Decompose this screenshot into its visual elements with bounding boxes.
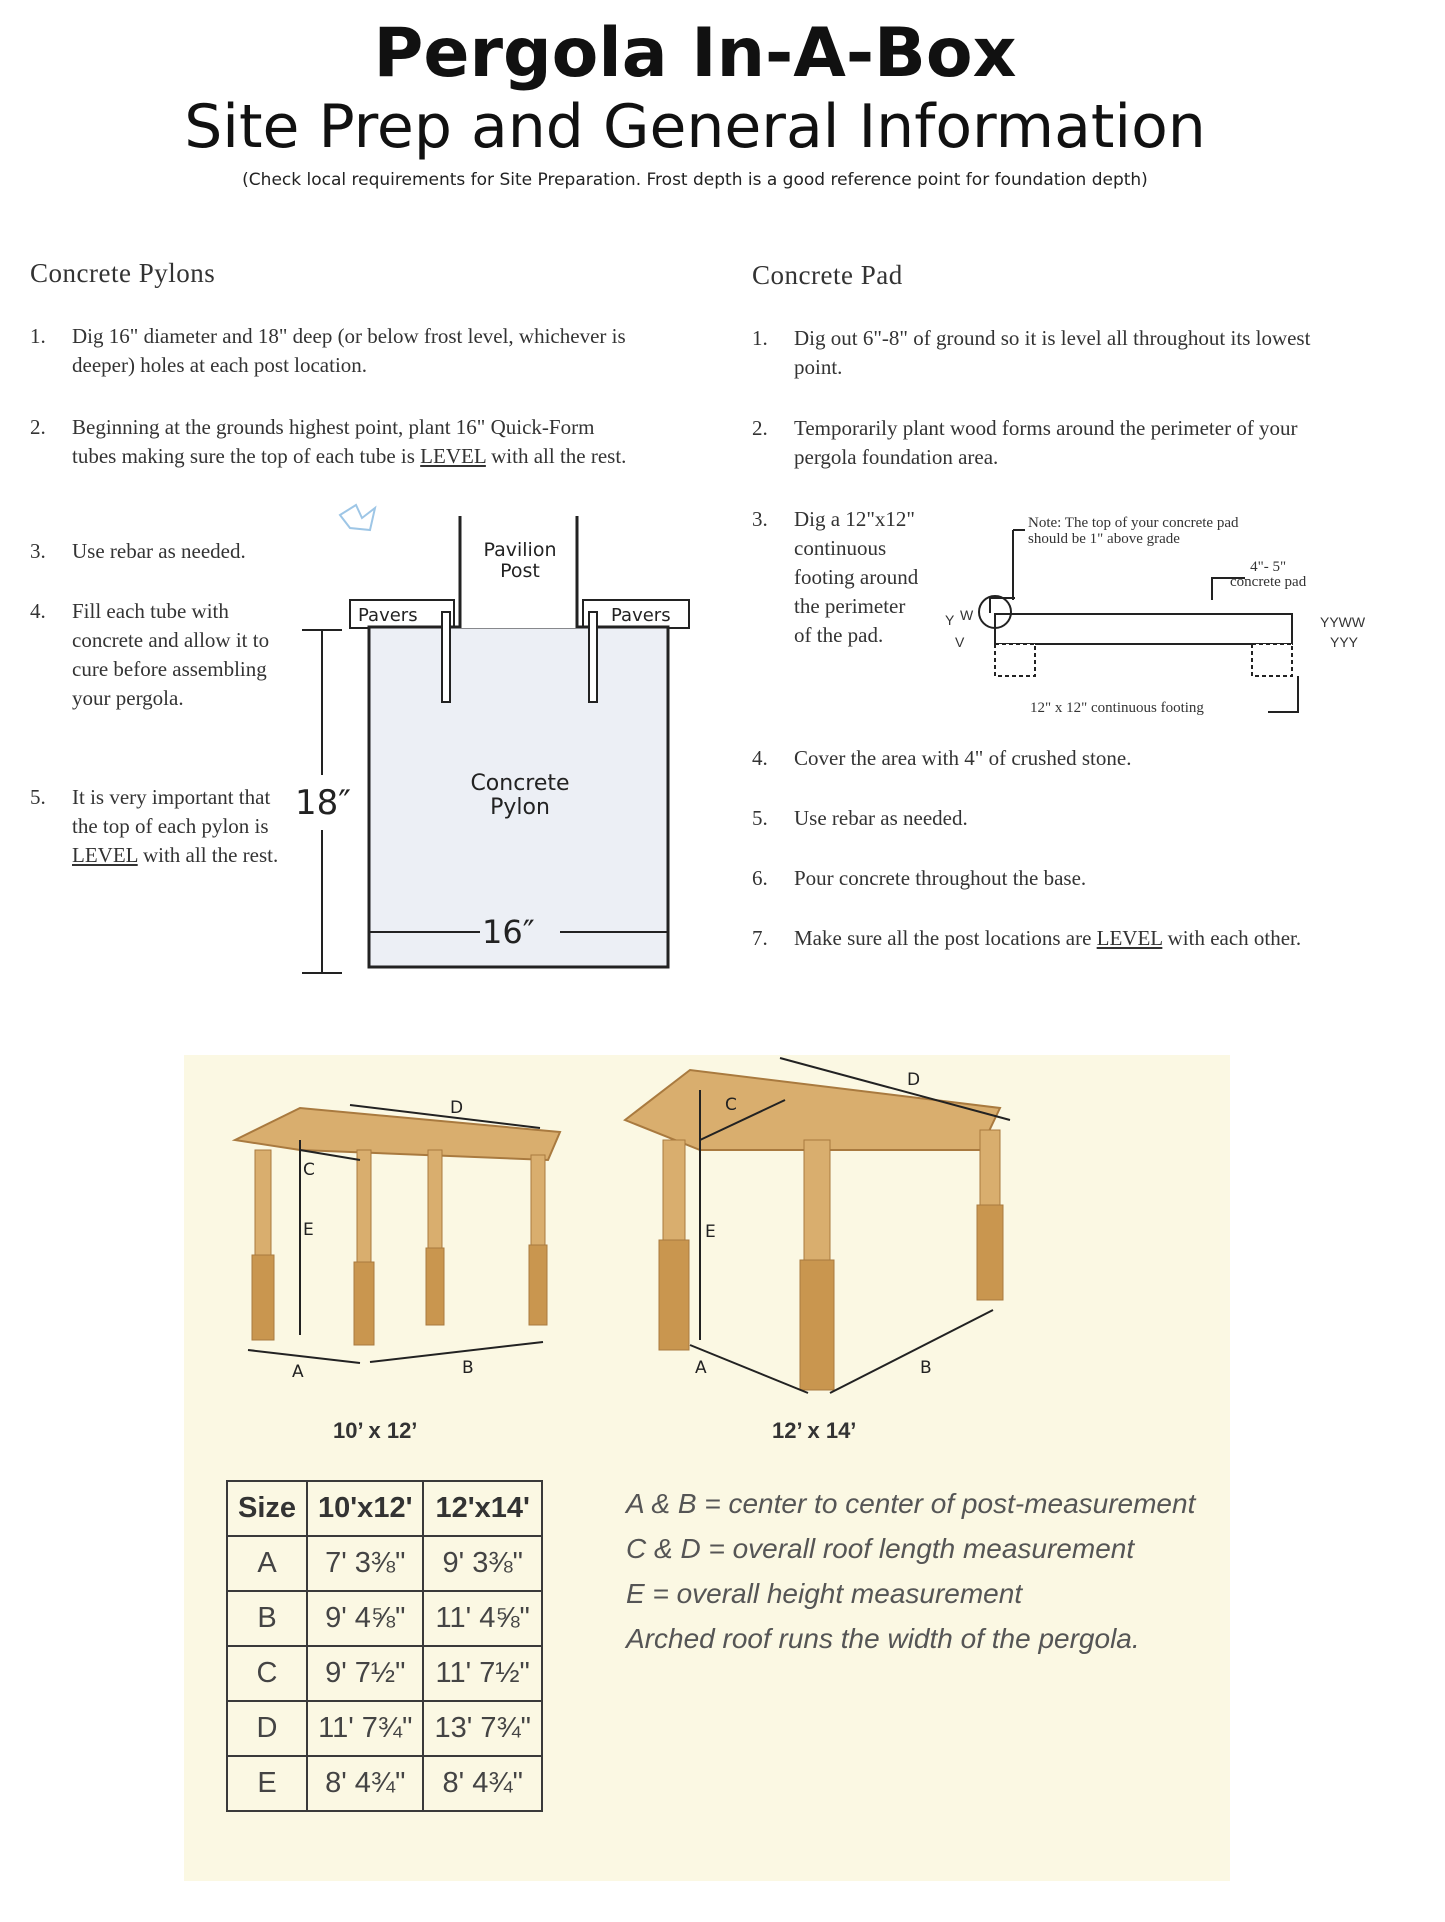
step-text: Dig out 6"-8" of ground so it is level all throughout its lowest point. [794, 326, 1311, 379]
label-a-left: A [292, 1362, 304, 1382]
svg-text:YYWW: YYWW [1320, 614, 1366, 630]
caption-10x12: 10’ x 12’ [333, 1418, 418, 1443]
step-number: 3. [752, 507, 768, 531]
table-row [227, 1591, 542, 1646]
cell-12x14: 11' 7½" [423, 1646, 541, 1701]
step-number: 3. [30, 539, 46, 563]
table-row [227, 1646, 542, 1701]
legend-e: E = overall height measurement [626, 1578, 1023, 1609]
width-dimension: 16″ [482, 913, 535, 951]
level-emphasis: LEVEL [420, 444, 486, 468]
legend-arched-roof: Arched roof runs the width of the pergola. [626, 1623, 1140, 1654]
page-title: Pergola In-A-Box [373, 14, 1017, 93]
step-text: Fill each tube with concrete and allow it to cure before assembling your pergola. [72, 599, 270, 710]
step-number: 2. [30, 415, 46, 439]
pylons-heading: Concrete Pylons [30, 258, 216, 288]
post-sleeve [800, 1260, 834, 1390]
post-sleeve [426, 1248, 444, 1325]
svg-text:Y: Y [945, 612, 955, 628]
cell-10x12: 11' 7¾" [307, 1701, 423, 1756]
svg-text:V: V [955, 634, 965, 650]
step-text: Pour concrete throughout the base. [794, 866, 1087, 890]
step-text: Cover the area with 4" of crushed stone. [794, 746, 1132, 770]
step-text-end: with all the rest. [137, 843, 279, 867]
pad-thickness-line1: 4"- 5" [1250, 559, 1287, 575]
table-row [227, 1756, 542, 1811]
pavers-right-label: Pavers [611, 605, 671, 626]
table-header-row [227, 1481, 542, 1536]
pad-thickness-line2: concrete pad [1230, 574, 1307, 590]
step-number: 6. [752, 866, 768, 890]
step-number: 4. [30, 599, 46, 623]
step-text: Dig 16" diameter and 18" deep (or below frost level, whichever is deeper) holes at each post location. [72, 324, 626, 377]
step-number: 5. [752, 806, 768, 830]
cell-12x14: 9' 3⅜" [423, 1536, 541, 1591]
step-text-end: with all the rest. [485, 444, 627, 468]
legend-ab: A & B = center to center of post-measurement [626, 1488, 1196, 1519]
pergola-12x14 [625, 1058, 1010, 1393]
row-key: C [227, 1646, 307, 1701]
step-text: Temporarily plant wood forms around the perimeter of your pergola foundation area. [794, 416, 1298, 469]
table-row [227, 1701, 542, 1756]
post-sleeve [354, 1262, 374, 1345]
pylon-label-line1: Concrete [470, 771, 570, 796]
cell-12x14: 11' 4⅝" [423, 1591, 541, 1646]
label-a-right: A [695, 1358, 707, 1378]
step-number: 1. [30, 324, 46, 348]
step-text: Make sure all the post locations are [794, 926, 1097, 950]
level-emphasis: LEVEL [1096, 926, 1163, 950]
header-12x14: 12'x14' [423, 1481, 541, 1536]
footing-label: 12" x 12" continuous footing [1030, 700, 1204, 716]
label-c-left: C [303, 1160, 315, 1180]
step-number: 1. [752, 326, 768, 350]
pavilion-post-line2: Post [500, 560, 540, 582]
pad-heading: Concrete Pad [752, 260, 903, 290]
label-b-right: B [920, 1358, 932, 1378]
legend-cd: C & D = overall roof length measurement [626, 1533, 1135, 1564]
caption-12x14: 12’ x 14’ [772, 1418, 857, 1443]
label-d-right: D [907, 1070, 921, 1090]
row-key: D [227, 1701, 307, 1756]
dimensions-table [226, 1480, 543, 1812]
post-sleeve [252, 1255, 274, 1340]
cell-10x12: 7' 3⅜" [307, 1536, 423, 1591]
row-key: B [227, 1591, 307, 1646]
cell-10x12: 9' 7½" [307, 1646, 423, 1701]
page-subtitle: Site Prep and General Information [184, 92, 1206, 162]
label-e-left: E [303, 1220, 314, 1240]
post-sleeve [977, 1205, 1003, 1300]
label-b-left: B [462, 1358, 474, 1378]
step-number: 5. [30, 785, 46, 809]
cell-12x14: 13' 7¾" [423, 1701, 541, 1756]
cell-10x12: 8' 4¾" [307, 1756, 423, 1811]
roof-left [235, 1108, 560, 1160]
step-number: 7. [752, 926, 768, 950]
step-text: Use rebar as needed. [72, 539, 246, 563]
pavilion-post-line1: Pavilion [483, 539, 557, 561]
step-text: Dig a 12"x12" continuous footing around the perimeter of the pad. [794, 507, 919, 647]
post-sleeve [529, 1245, 547, 1325]
pylon-label-line2: Pylon [490, 795, 550, 820]
step-number: 4. [752, 746, 768, 770]
pergola-10x12 [235, 1105, 560, 1363]
svg-text:YYY: YYY [1330, 634, 1359, 650]
table-row [227, 1536, 542, 1591]
header-size: Size [227, 1481, 307, 1536]
step-text: Use rebar as needed. [794, 806, 968, 830]
cell-12x14: 8' 4¾" [423, 1756, 541, 1811]
depth-dimension: 18″ [295, 783, 351, 823]
step-text: Beginning at the grounds highest point, plant 16" Quick-Form tubes making sure the top of each tube is [72, 415, 595, 468]
post-sleeve [659, 1240, 689, 1350]
pad-note-line1: Note: The top of your concrete pad [1028, 515, 1239, 531]
header-10x12: 10'x12' [307, 1481, 423, 1536]
level-emphasis: LEVEL [72, 843, 138, 867]
step-text: It is very important that the top of each pylon is [72, 785, 271, 838]
roof-right [625, 1070, 1000, 1150]
label-c-right: C [725, 1095, 737, 1115]
row-key: A [227, 1536, 307, 1591]
step-text-end: with each other. [1162, 926, 1302, 950]
pavers-left-label: Pavers [358, 605, 418, 626]
svg-text:W: W [960, 607, 974, 623]
label-e-right: E [705, 1222, 716, 1242]
site-prep-note: (Check local requirements for Site Preparation. Frost depth is a good reference point for foundation depth) [242, 170, 1148, 190]
step-number: 2. [752, 416, 768, 440]
pad-note-line2: should be 1" above grade [1028, 531, 1180, 547]
row-key: E [227, 1756, 307, 1811]
cell-10x12: 9' 4⅝" [307, 1591, 423, 1646]
label-d-left: D [450, 1098, 464, 1118]
